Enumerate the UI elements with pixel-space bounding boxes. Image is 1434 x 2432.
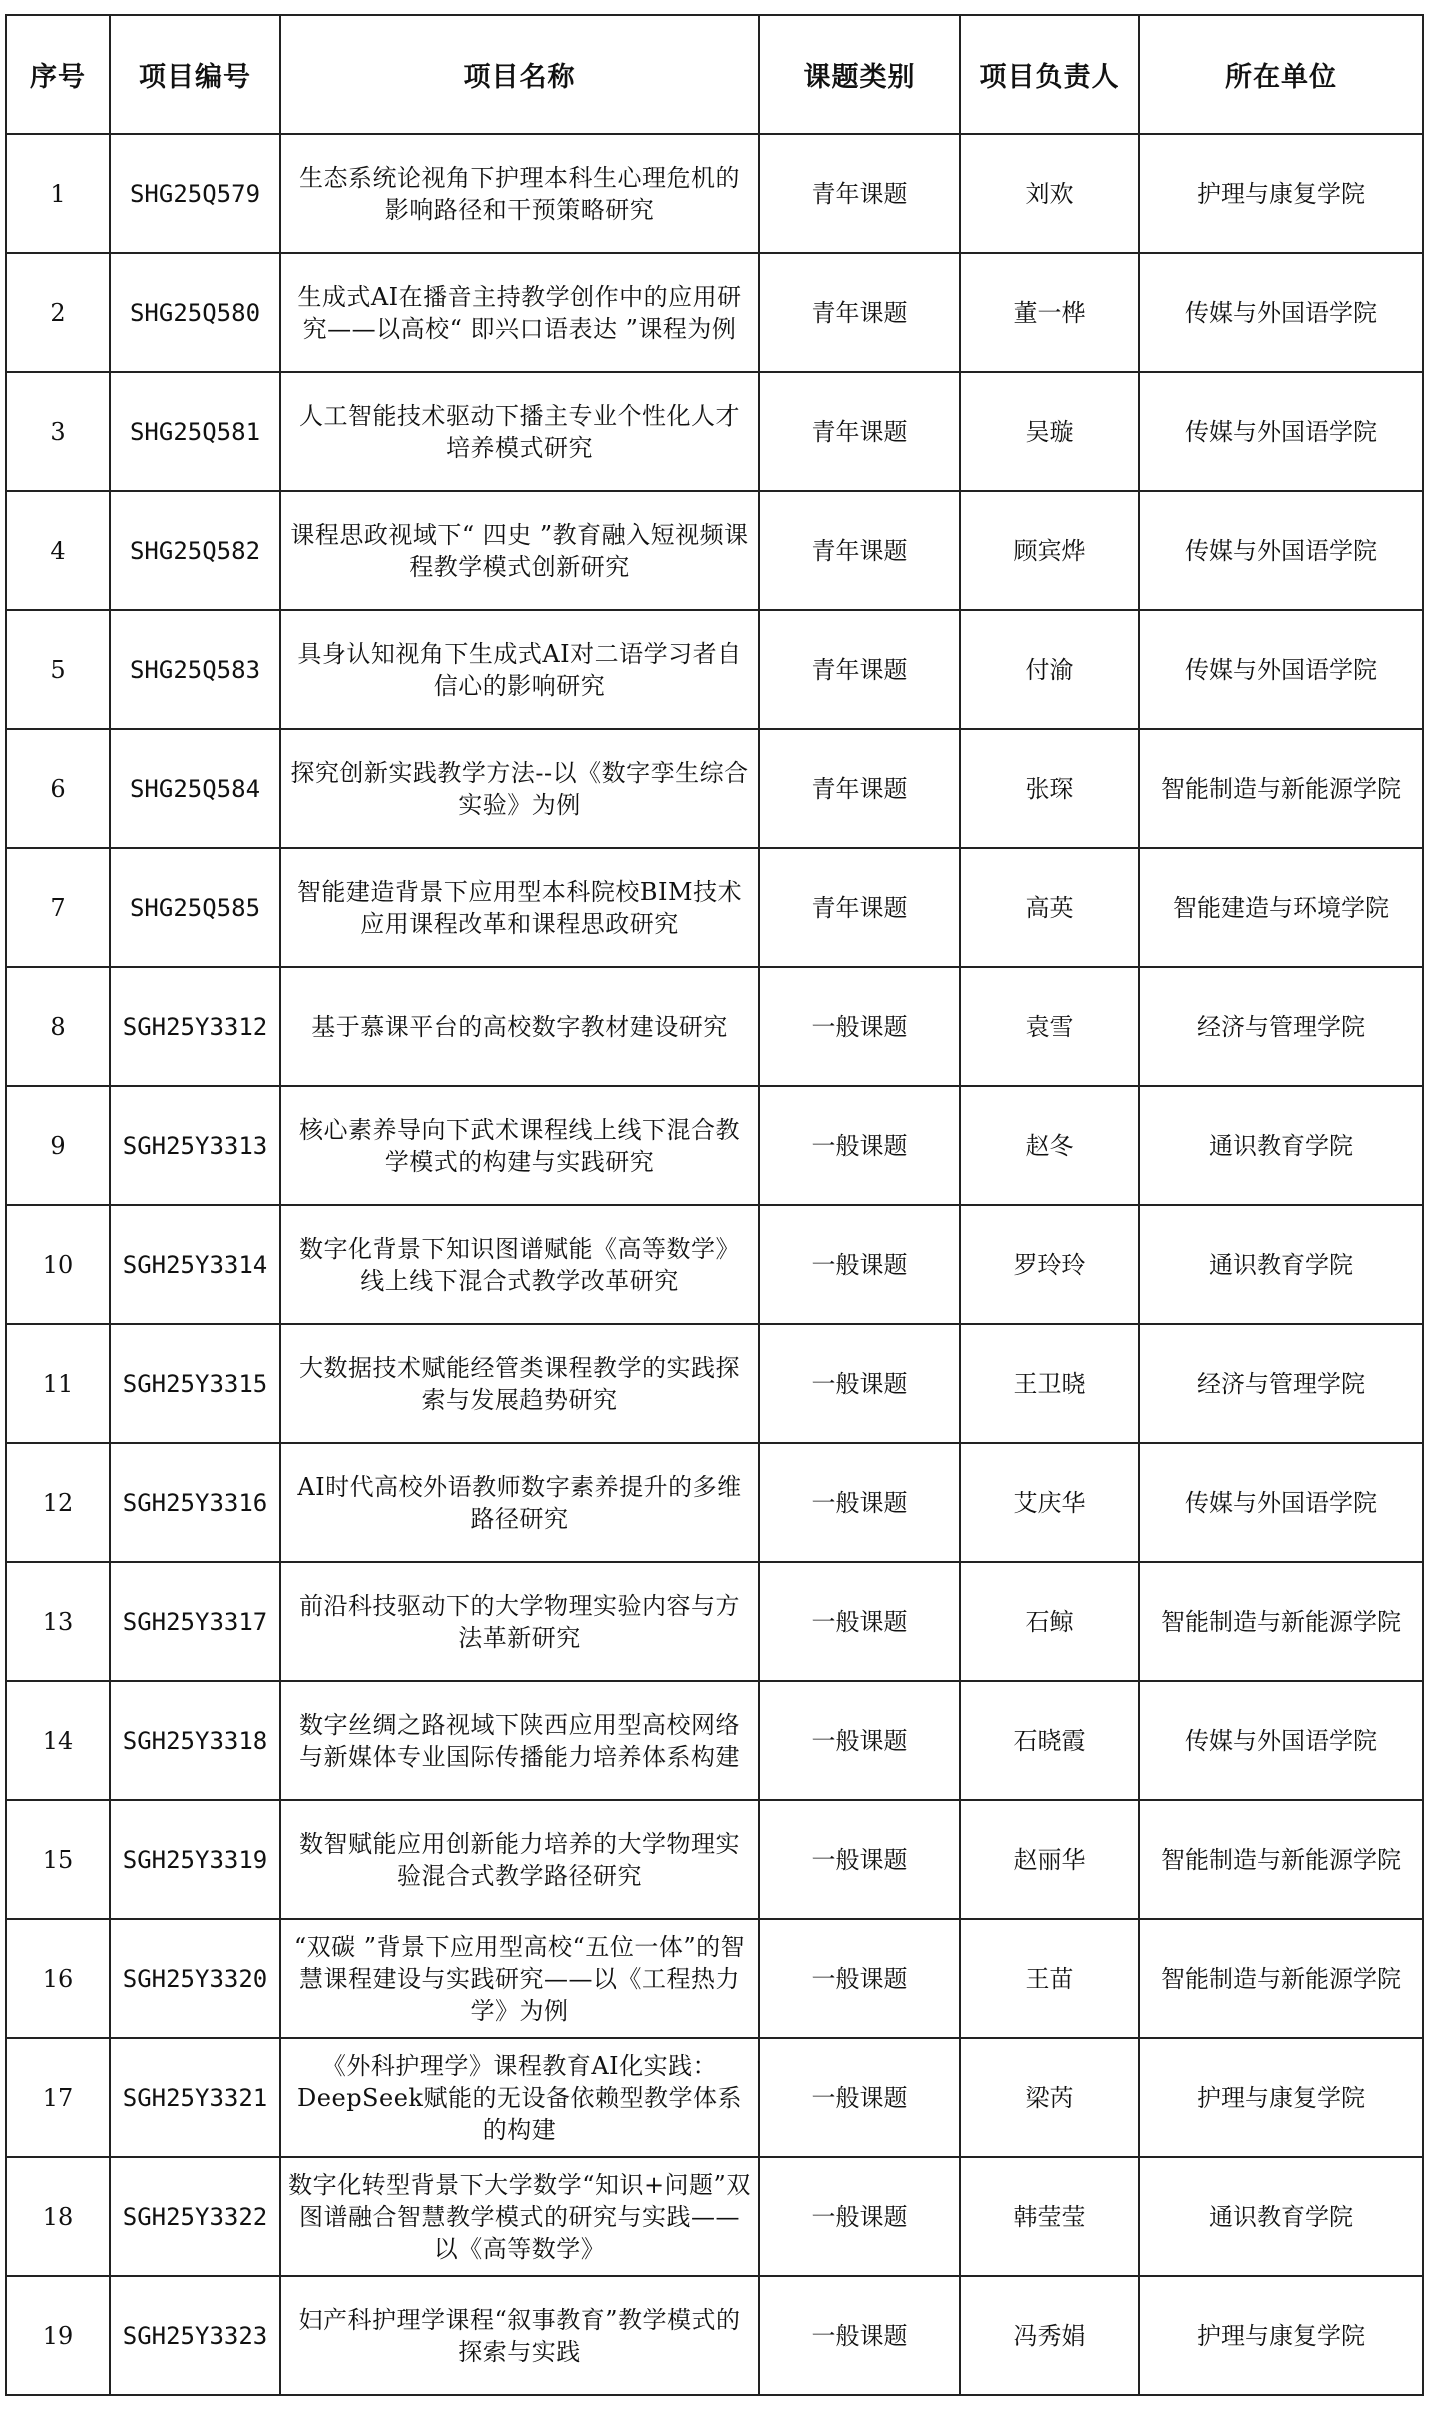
- cell-name: 数字丝绸之路视域下陕西应用型高校网络与新媒体专业国际传播能力培养体系构建: [280, 1681, 759, 1800]
- cell-code: SHG25Q579: [110, 134, 280, 253]
- cell-no: 17: [6, 2038, 110, 2157]
- cell-leader: 董一桦: [960, 253, 1139, 372]
- table-row: [6, 729, 1423, 848]
- cell-no: 1: [6, 134, 110, 253]
- cell-no: 6: [6, 729, 110, 848]
- table-row: [6, 1919, 1423, 2038]
- cell-leader: 赵冬: [960, 1086, 1139, 1205]
- cell-code: SGH25Y3312: [110, 967, 280, 1086]
- cell-unit: 传媒与外国语学院: [1139, 372, 1423, 491]
- cell-code: SHG25Q583: [110, 610, 280, 729]
- cell-unit: 传媒与外国语学院: [1139, 253, 1423, 372]
- header-leader: 项目负责人: [960, 15, 1139, 134]
- cell-code: SGH25Y3320: [110, 1919, 280, 2038]
- cell-leader: 王苗: [960, 1919, 1139, 2038]
- cell-code: SGH25Y3314: [110, 1205, 280, 1324]
- table-row: [6, 2157, 1423, 2276]
- cell-category: 青年课题: [759, 253, 960, 372]
- cell-leader: 付渝: [960, 610, 1139, 729]
- cell-name: 数字化背景下知识图谱赋能《高等数学》线上线下混合式教学改革研究: [280, 1205, 759, 1324]
- cell-leader: 袁雪: [960, 967, 1139, 1086]
- cell-leader: 韩莹莹: [960, 2157, 1139, 2276]
- cell-code: SGH25Y3323: [110, 2276, 280, 2395]
- cell-no: 4: [6, 491, 110, 610]
- cell-code: SHG25Q582: [110, 491, 280, 610]
- header-category: 课题类别: [759, 15, 960, 134]
- table-row: [6, 491, 1423, 610]
- cell-no: 12: [6, 1443, 110, 1562]
- cell-code: SGH25Y3317: [110, 1562, 280, 1681]
- cell-category: 青年课题: [759, 848, 960, 967]
- cell-code: SHG25Q581: [110, 372, 280, 491]
- table-row: [6, 610, 1423, 729]
- project-table: [5, 14, 1424, 2396]
- cell-no: 15: [6, 1800, 110, 1919]
- cell-no: 2: [6, 253, 110, 372]
- cell-name: 妇产科护理学课程“叙事教育”教学模式的探索与实践: [280, 2276, 759, 2395]
- cell-category: 一般课题: [759, 1443, 960, 1562]
- cell-category: 一般课题: [759, 1919, 960, 2038]
- cell-category: 一般课题: [759, 1324, 960, 1443]
- cell-name: “双碳 ”背景下应用型高校“五位一体”的智慧课程建设与实践研究——以《工程热力学》为例: [280, 1919, 759, 2038]
- cell-category: 一般课题: [759, 2038, 960, 2157]
- cell-category: 青年课题: [759, 372, 960, 491]
- cell-unit: 智能制造与新能源学院: [1139, 1562, 1423, 1681]
- cell-no: 3: [6, 372, 110, 491]
- cell-name: 核心素养导向下武术课程线上线下混合教学模式的构建与实践研究: [280, 1086, 759, 1205]
- table-row: [6, 1562, 1423, 1681]
- cell-leader: 吴璇: [960, 372, 1139, 491]
- cell-name: 数字化转型背景下大学数学“知识+问题”双图谱融合智慧教学模式的研究与实践——以《高等数学》: [280, 2157, 759, 2276]
- cell-leader: 王卫晓: [960, 1324, 1139, 1443]
- cell-leader: 赵丽华: [960, 1800, 1139, 1919]
- cell-no: 5: [6, 610, 110, 729]
- cell-category: 一般课题: [759, 1800, 960, 1919]
- cell-name: 前沿科技驱动下的大学物理实验内容与方法革新研究: [280, 1562, 759, 1681]
- cell-no: 19: [6, 2276, 110, 2395]
- cell-unit: 护理与康复学院: [1139, 134, 1423, 253]
- cell-category: 一般课题: [759, 2157, 960, 2276]
- table-row: [6, 1800, 1423, 1919]
- cell-no: 11: [6, 1324, 110, 1443]
- cell-code: SGH25Y3318: [110, 1681, 280, 1800]
- cell-unit: 传媒与外国语学院: [1139, 1681, 1423, 1800]
- cell-name: 生态系统论视角下护理本科生心理危机的影响路径和干预策略研究: [280, 134, 759, 253]
- cell-leader: 冯秀娟: [960, 2276, 1139, 2395]
- table-row: [6, 2276, 1423, 2395]
- cell-unit: 经济与管理学院: [1139, 967, 1423, 1086]
- cell-no: 8: [6, 967, 110, 1086]
- cell-leader: 石鲸: [960, 1562, 1139, 1681]
- cell-leader: 罗玲玲: [960, 1205, 1139, 1324]
- cell-unit: 通识教育学院: [1139, 1205, 1423, 1324]
- cell-no: 7: [6, 848, 110, 967]
- cell-code: SGH25Y3322: [110, 2157, 280, 2276]
- cell-category: 一般课题: [759, 1205, 960, 1324]
- cell-category: 一般课题: [759, 1086, 960, 1205]
- cell-name: 数智赋能应用创新能力培养的大学物理实验混合式教学路径研究: [280, 1800, 759, 1919]
- header-row: [6, 15, 1423, 134]
- cell-leader: 石晓霞: [960, 1681, 1139, 1800]
- cell-leader: 张琛: [960, 729, 1139, 848]
- cell-unit: 智能制造与新能源学院: [1139, 1800, 1423, 1919]
- table-row: [6, 2038, 1423, 2157]
- cell-code: SGH25Y3319: [110, 1800, 280, 1919]
- header-code: 项目编号: [110, 15, 280, 134]
- cell-no: 10: [6, 1205, 110, 1324]
- cell-code: SHG25Q585: [110, 848, 280, 967]
- cell-no: 14: [6, 1681, 110, 1800]
- cell-leader: 梁芮: [960, 2038, 1139, 2157]
- table-row: [6, 372, 1423, 491]
- cell-code: SHG25Q584: [110, 729, 280, 848]
- table-body: [6, 134, 1423, 2395]
- cell-name: 课程思政视域下“ 四史 ”教育融入短视频课程教学模式创新研究: [280, 491, 759, 610]
- header-unit: 所在单位: [1139, 15, 1423, 134]
- cell-unit: 护理与康复学院: [1139, 2038, 1423, 2157]
- cell-name: 大数据技术赋能经管类课程教学的实践探索与发展趋势研究: [280, 1324, 759, 1443]
- cell-no: 18: [6, 2157, 110, 2276]
- cell-category: 一般课题: [759, 1562, 960, 1681]
- cell-unit: 智能制造与新能源学院: [1139, 1919, 1423, 2038]
- cell-code: SGH25Y3316: [110, 1443, 280, 1562]
- table-row: [6, 1205, 1423, 1324]
- cell-unit: 智能建造与环境学院: [1139, 848, 1423, 967]
- cell-name: 《外科护理学》课程教育AI化实践：DeepSeek赋能的无设备依赖型教学体系的构建: [280, 2038, 759, 2157]
- cell-unit: 智能制造与新能源学院: [1139, 729, 1423, 848]
- cell-category: 一般课题: [759, 1681, 960, 1800]
- cell-name: 人工智能技术驱动下播主专业个性化人才培养模式研究: [280, 372, 759, 491]
- cell-code: SGH25Y3321: [110, 2038, 280, 2157]
- cell-unit: 护理与康复学院: [1139, 2276, 1423, 2395]
- header-name: 项目名称: [280, 15, 759, 134]
- cell-code: SGH25Y3315: [110, 1324, 280, 1443]
- cell-name: AI时代高校外语教师数字素养提升的多维路径研究: [280, 1443, 759, 1562]
- table-row: [6, 1681, 1423, 1800]
- cell-leader: 刘欢: [960, 134, 1139, 253]
- table-row: [6, 967, 1423, 1086]
- cell-category: 一般课题: [759, 2276, 960, 2395]
- cell-unit: 通识教育学院: [1139, 2157, 1423, 2276]
- cell-category: 青年课题: [759, 134, 960, 253]
- cell-name: 基于慕课平台的高校数字教材建设研究: [280, 967, 759, 1086]
- cell-leader: 艾庆华: [960, 1443, 1139, 1562]
- cell-unit: 经济与管理学院: [1139, 1324, 1423, 1443]
- cell-unit: 传媒与外国语学院: [1139, 491, 1423, 610]
- cell-leader: 高英: [960, 848, 1139, 967]
- cell-name: 智能建造背景下应用型本科院校BIM技术应用课程改革和课程思政研究: [280, 848, 759, 967]
- cell-no: 13: [6, 1562, 110, 1681]
- cell-unit: 通识教育学院: [1139, 1086, 1423, 1205]
- cell-leader: 顾宾烨: [960, 491, 1139, 610]
- cell-name: 生成式AI在播音主持教学创作中的应用研究——以高校“ 即兴口语表达 ”课程为例: [280, 253, 759, 372]
- cell-category: 一般课题: [759, 967, 960, 1086]
- table-row: [6, 253, 1423, 372]
- cell-no: 16: [6, 1919, 110, 2038]
- cell-unit: 传媒与外国语学院: [1139, 1443, 1423, 1562]
- cell-code: SGH25Y3313: [110, 1086, 280, 1205]
- table-row: [6, 1324, 1423, 1443]
- cell-name: 具身认知视角下生成式AI对二语学习者自信心的影响研究: [280, 610, 759, 729]
- cell-category: 青年课题: [759, 729, 960, 848]
- cell-category: 青年课题: [759, 491, 960, 610]
- table-row: [6, 848, 1423, 967]
- table-row: [6, 1443, 1423, 1562]
- cell-category: 青年课题: [759, 610, 960, 729]
- table-row: [6, 1086, 1423, 1205]
- cell-unit: 传媒与外国语学院: [1139, 610, 1423, 729]
- header-no: 序号: [6, 15, 110, 134]
- table-row: [6, 134, 1423, 253]
- cell-no: 9: [6, 1086, 110, 1205]
- cell-name: 探究创新实践教学方法--以《数字孪生综合实验》为例: [280, 729, 759, 848]
- cell-code: SHG25Q580: [110, 253, 280, 372]
- project-list-sheet: [0, 14, 1434, 2396]
